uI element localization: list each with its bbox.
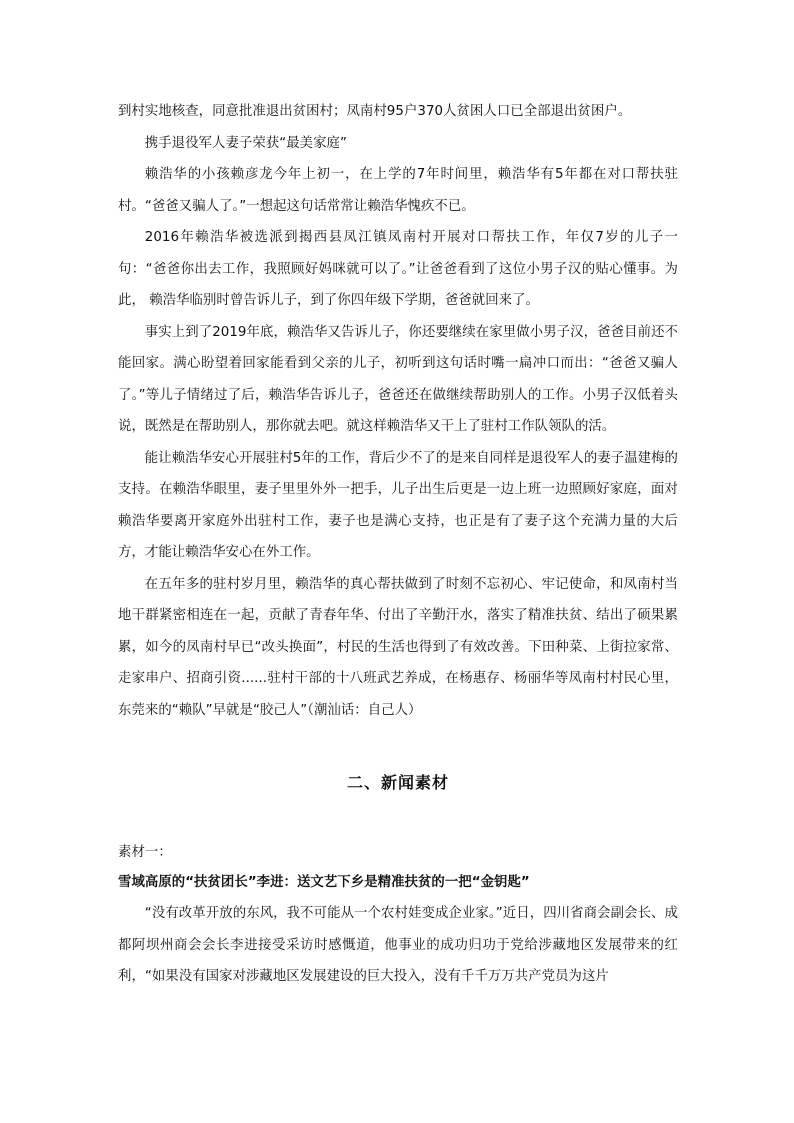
paragraph: 在五年多的驻村岁月里，赖浩华的真心帮扶做到了时刻不忘初心、牢记使命，和凤南村当地干群紧密相连在一起，贡献了青春年华、付出了辛勤汗水，落实了精准扶贫、结出了硕果累累，如今的凤南村早已“改头换面”，村民的生活也得到了有效改善。下田种菜、上街拉家常、走家串户、招商引资......驻村干部的十八班武艺养成，在杨惠存、杨丽华等凤南村村民心里，东莞来的“赖队”早就是“胶己人”（潮汕话：自己人）	[118, 576, 678, 718]
material-title: 雪域高原的“扶贫团长”李进：送文艺下乡是精准扶贫的一把“金钥匙”	[118, 875, 530, 890]
paragraph: 2016年赖浩华被选派到揭西县凤江镇凤南村开展对口帮扶工作，年仅7岁的儿子一句：“爸爸你出去工作，我照顾好妈咪就可以了。”让爸爸看到了这位小男子汉的贴心懂事。为此， 赖浩华临别时曾告诉儿子，到了你四年级下学期，爸爸就回来了。	[118, 230, 678, 308]
paragraph: 事实上到了2019年底，赖浩华又告诉儿子，你还要继续在家里做小男子汉，爸爸目前还不能回家。满心盼望着回家能看到父亲的儿子，初听到这句话时嘴一扁冲口而出：“爸爸又骗人了。”等儿子情绪过了后，赖浩华告诉儿子，爸爸还在做继续帮助别人的工作。小男子汉低着头说，既然是在帮助别人，那你就去吧。就这样赖浩华又干上了驻村工作队领队的活。	[118, 324, 678, 434]
document-body	[118, 96, 678, 993]
paragraph: 能让赖浩华安心开展驻村5年的工作，背后少不了的是来自同样是退役军人的妻子温建梅的支持。在赖浩华眼里，妻子里里外外一把手，儿子出生后更是一边上班一边照顾好家庭，面对赖浩华要离开家庭外出驻村工作，妻子也是满心支持，也正是有了妻子这个充满力量的大后方，才能让赖浩华安心在外工作。	[118, 450, 678, 560]
story-subheading: 携手退役军人妻子荣获“最美家庭”	[144, 135, 347, 151]
paragraph-continuation: 到村实地核查，同意批准退出贫困村；凤南村95户370人贫困人口已全部退出贫困户。	[118, 104, 632, 119]
paragraph: 赖浩华的小孩赖彦龙今年上初一，在上学的7年时间里，赖浩华有5年都在对口帮扶驻村。“爸爸又骗人了。”一想起这句话常常让赖浩华愧疚不已。	[118, 167, 678, 214]
paragraph: “没有改革开放的东风，我不可能从一个农村娃变成企业家。”近日，四川省商会副会长、成都阿坝州商会会长李进接受采访时感慨道，他事业的成功归功于党给涉藏地区发展带来的红利，“如果没有国家对涉藏地区发展建设的巨大投入，没有千千万万共产党员为这片	[118, 906, 678, 984]
material-label: 素材一：	[118, 845, 172, 860]
section-title: 二、新闻素材	[346, 773, 449, 792]
